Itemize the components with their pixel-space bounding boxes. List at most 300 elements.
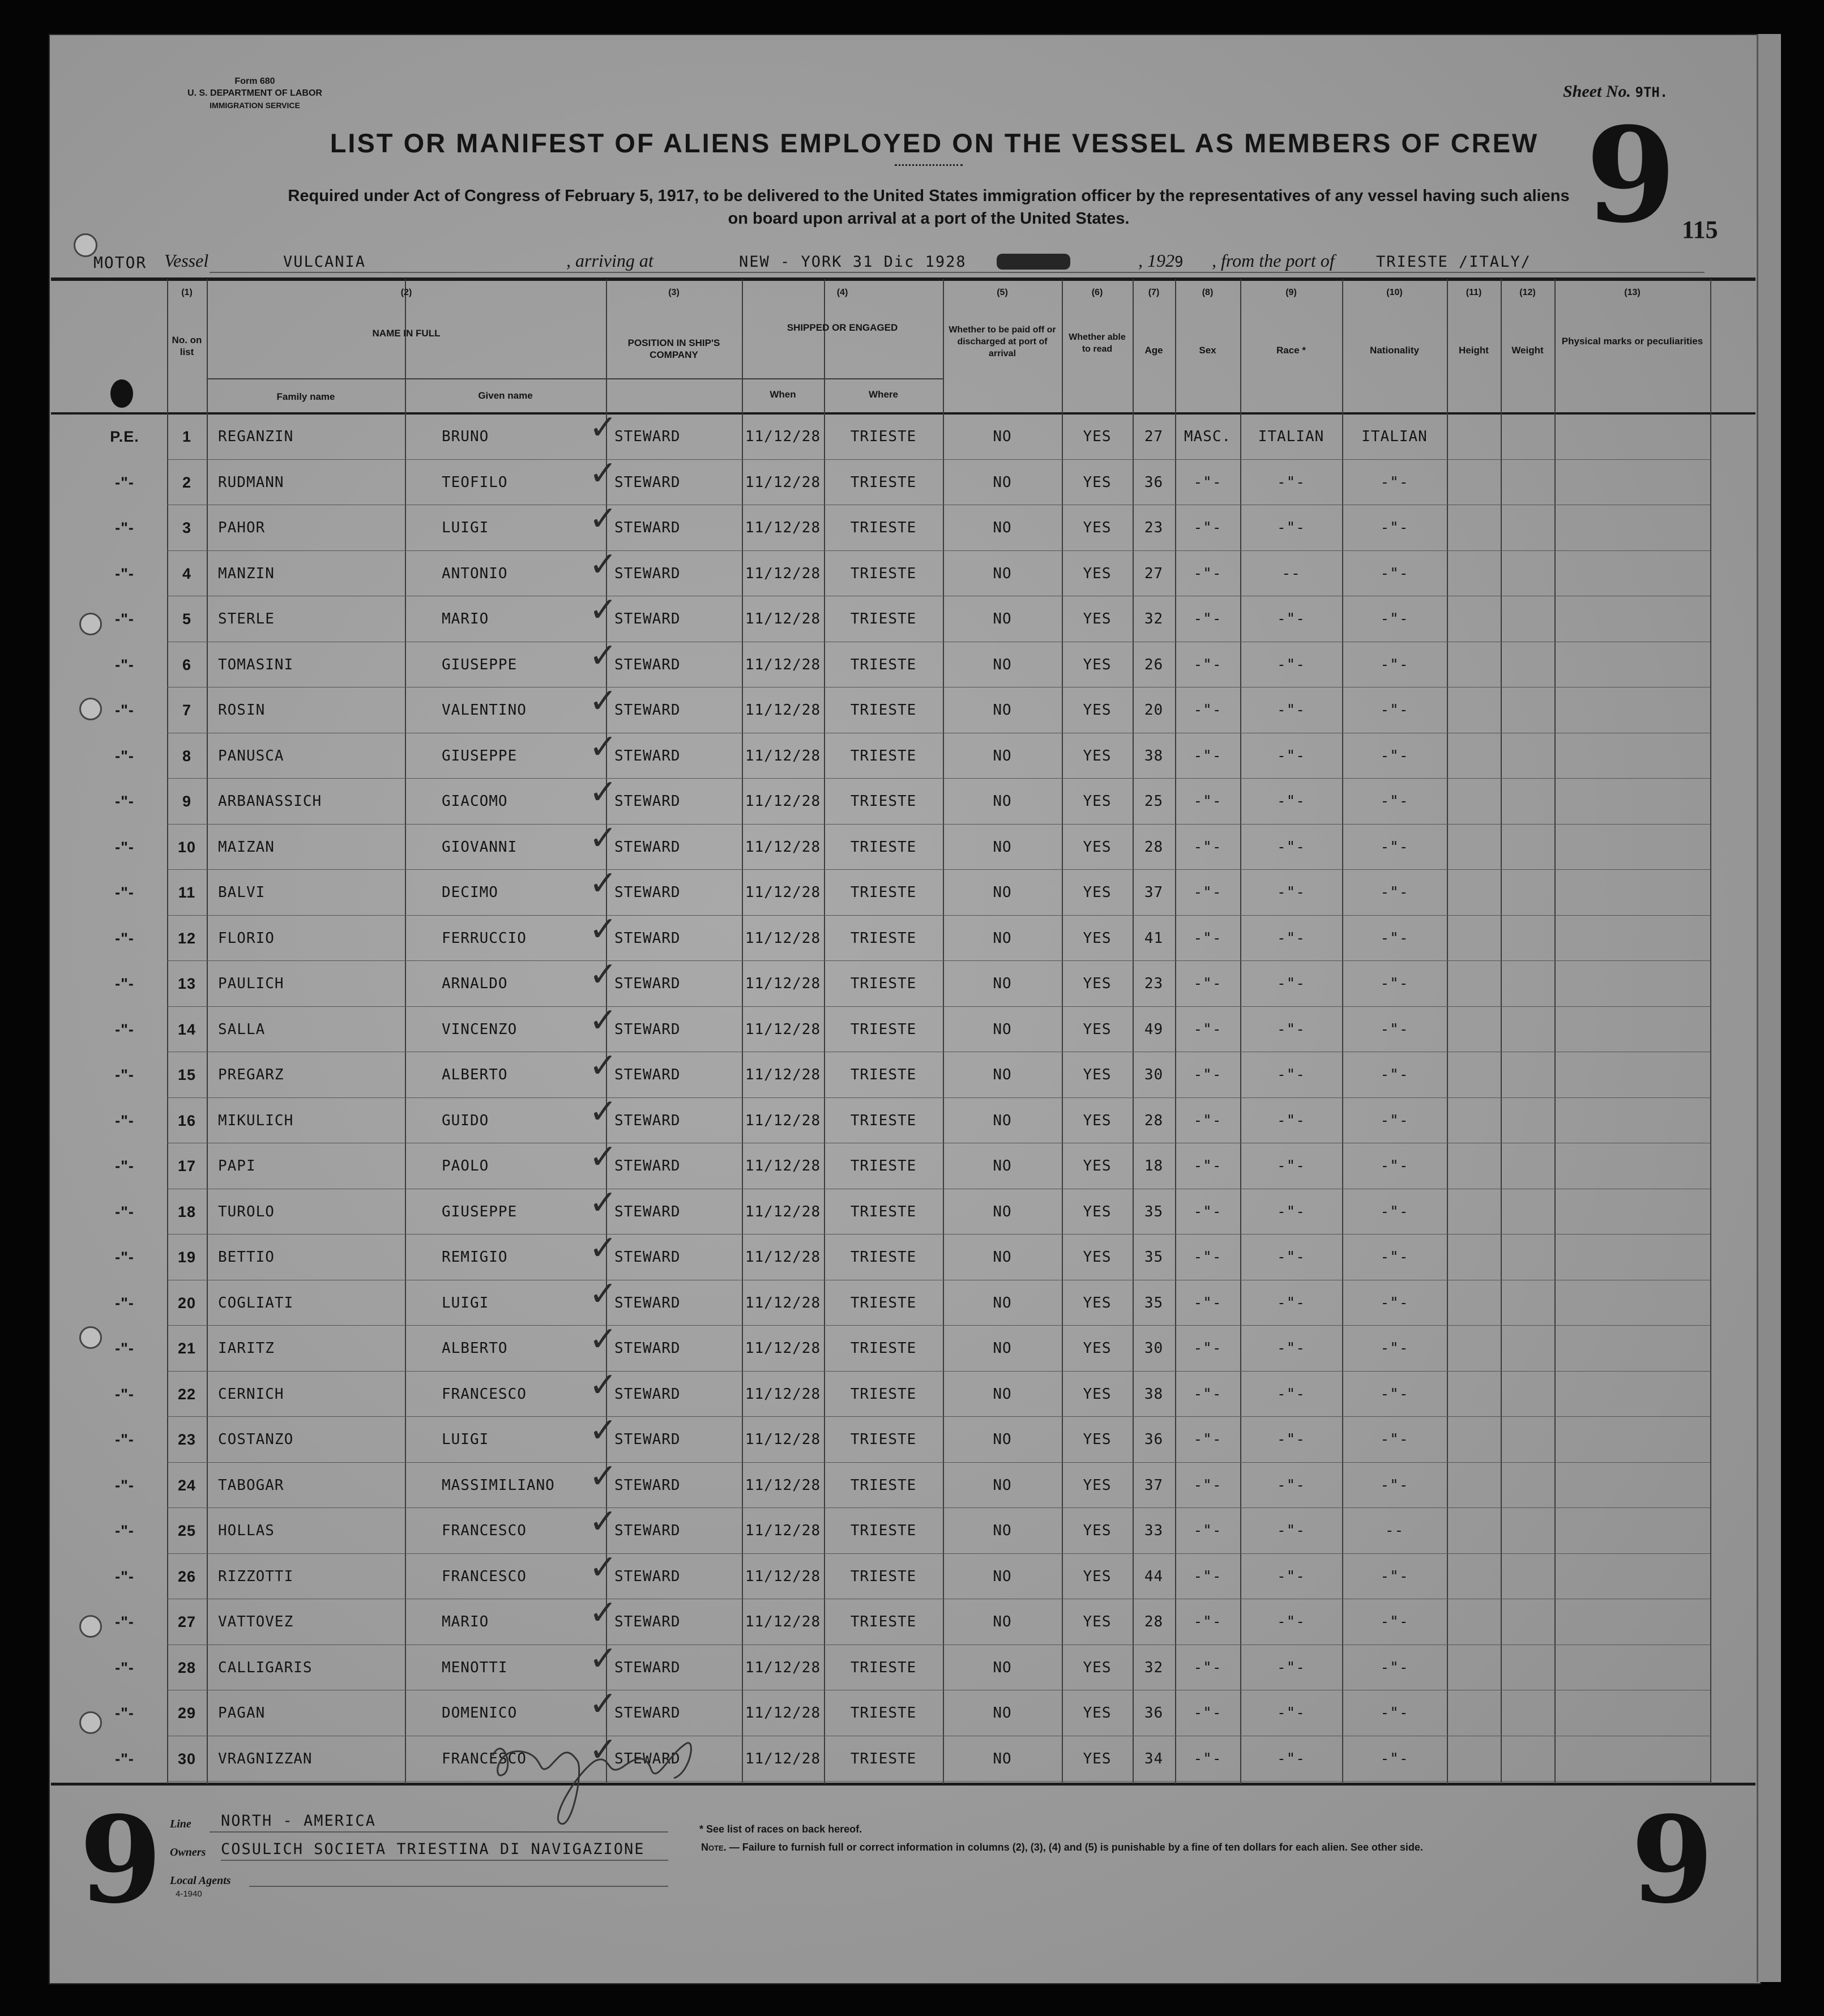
paid-off: NO — [993, 1203, 1012, 1220]
shipped-when: 11/12/28 — [745, 1431, 821, 1448]
position: STEWARD — [614, 884, 681, 901]
header-age: Age — [1144, 345, 1163, 356]
header-bottom-rule — [51, 412, 1755, 415]
given-name: LUIGI — [442, 1431, 489, 1448]
given-name: DOMENICO — [442, 1705, 518, 1722]
age: 32 — [1144, 1659, 1164, 1676]
shipped-where: TRIESTE — [850, 747, 917, 764]
row-rule — [167, 1371, 1710, 1372]
given-name: FRANCESCO — [442, 1750, 527, 1767]
row-rule — [167, 1416, 1710, 1417]
sex: -"- — [1193, 1750, 1222, 1767]
row-mark: -"- — [115, 1705, 134, 1722]
position: STEWARD — [614, 975, 681, 992]
given-name: MASSIMILIANO — [442, 1476, 555, 1494]
able-to-read: YES — [1083, 1249, 1112, 1266]
header-paid-off: Whether to be paid off or discharged at port of arrival — [949, 325, 1056, 358]
given-name: LUIGI — [442, 1294, 489, 1312]
checkmark-icon: ✓ — [589, 544, 618, 584]
nationality: ITALIAN — [1361, 428, 1428, 445]
position: STEWARD — [614, 519, 681, 536]
nationality: -"- — [1380, 1066, 1409, 1083]
nationality: -"- — [1380, 884, 1409, 901]
age: 44 — [1144, 1567, 1164, 1585]
col-num-4: (4) — [836, 288, 848, 297]
paid-off: NO — [993, 1613, 1012, 1630]
race: -"- — [1277, 1066, 1305, 1083]
position: STEWARD — [614, 1158, 681, 1174]
port-label: , from the port of — [1212, 250, 1335, 271]
age: 35 — [1144, 1203, 1164, 1220]
age: 37 — [1144, 884, 1164, 901]
family-name: TABOGAR — [218, 1476, 284, 1494]
position: STEWARD — [614, 793, 681, 810]
shipped-when: 11/12/28 — [745, 838, 821, 856]
row-mark: -"- — [115, 1659, 134, 1676]
race: -"- — [1277, 519, 1305, 536]
row-number: 4 — [182, 565, 192, 582]
checkmark-icon: ✓ — [589, 1319, 618, 1359]
arriving-label: , arriving at — [566, 250, 653, 271]
shipped-where: TRIESTE — [850, 1340, 917, 1357]
checkmark-icon: ✓ — [589, 590, 618, 630]
sex: -"- — [1193, 1112, 1222, 1129]
races-note: * See list of races on back hereof. — [699, 1823, 862, 1835]
paid-off: NO — [993, 565, 1012, 582]
position: STEWARD — [614, 1613, 681, 1630]
shipped-when: 11/12/28 — [745, 610, 821, 627]
row-number: 23 — [177, 1431, 197, 1448]
position: STEWARD — [614, 1203, 681, 1220]
sex: -"- — [1193, 702, 1222, 719]
col-num-1: (1) — [181, 288, 193, 297]
paid-off: NO — [993, 1112, 1012, 1129]
checkmark-icon: ✓ — [589, 635, 618, 676]
family-name: STERLE — [218, 610, 275, 627]
row-rule — [167, 960, 1710, 961]
page-number: 115 — [1682, 216, 1718, 244]
shipped-when: 11/12/28 — [745, 1705, 821, 1722]
row-mark: -"- — [115, 838, 134, 856]
sex: -"- — [1193, 1158, 1222, 1174]
row-number: 8 — [182, 747, 192, 764]
row-number: 17 — [177, 1158, 197, 1174]
year-value: 9 — [1174, 254, 1184, 271]
col-num-3: (3) — [668, 288, 680, 297]
race: -"- — [1277, 610, 1305, 627]
sheet-stamp-number: 9 — [1586, 99, 1677, 252]
shipped-where: TRIESTE — [850, 929, 917, 947]
shipped-where: TRIESTE — [850, 1385, 917, 1403]
header-name-in-full: NAME IN FULL — [372, 328, 441, 339]
checkmark-icon: ✓ — [589, 1228, 618, 1268]
note-text: — Failure to furnish full or correct information in columns (2), (3), (4) and (5) is punishable by a fine of ten dollars for each alien. See other side. — [729, 1842, 1423, 1853]
vessel-label: Vessel — [164, 250, 209, 271]
row-mark: -"- — [115, 975, 134, 992]
given-name: ALBERTO — [442, 1340, 508, 1357]
owners-label: Owners — [170, 1846, 206, 1859]
position: STEWARD — [614, 1249, 681, 1266]
race: -"- — [1277, 975, 1305, 992]
sex: -"- — [1193, 656, 1222, 673]
able-to-read: YES — [1083, 1476, 1112, 1494]
shipped-when: 11/12/28 — [745, 1659, 821, 1676]
given-name: LUIGI — [442, 519, 489, 536]
row-mark: -"- — [115, 473, 134, 491]
nationality: -"- — [1380, 1203, 1409, 1220]
race: -"- — [1277, 1750, 1305, 1767]
shipped-when: 11/12/28 — [745, 1020, 821, 1038]
row-mark: -"- — [115, 1203, 134, 1220]
header-height: Height — [1459, 345, 1489, 356]
family-name: SALLA — [218, 1020, 266, 1038]
nationality: -"- — [1380, 1567, 1409, 1585]
race: -"- — [1277, 1249, 1305, 1266]
sex: -"- — [1193, 1567, 1222, 1585]
note-label: Note. — [701, 1842, 727, 1853]
shipped-when: 11/12/28 — [745, 1294, 821, 1312]
race: -"- — [1277, 1340, 1305, 1357]
able-to-read: YES — [1083, 1294, 1112, 1312]
subtitle-line-2: on board upon arrival at a port of the United States. — [728, 210, 1130, 228]
sex: -"- — [1193, 793, 1222, 810]
paid-off: NO — [993, 793, 1012, 810]
paid-off: NO — [993, 1431, 1012, 1448]
sex: -"- — [1193, 565, 1222, 582]
race: -"- — [1277, 1613, 1305, 1630]
shipped-where: TRIESTE — [850, 702, 917, 719]
row-number: 1 — [182, 428, 192, 445]
nationality: -"- — [1380, 1476, 1409, 1494]
col-num-13: (13) — [1624, 288, 1641, 297]
able-to-read: YES — [1083, 1659, 1112, 1676]
nationality: -"- — [1380, 1020, 1409, 1038]
line-underline — [210, 1831, 668, 1833]
checkmark-icon: ✓ — [589, 1137, 618, 1177]
sex: -"- — [1193, 838, 1222, 856]
race: -"- — [1277, 1385, 1305, 1403]
sex: MASC. — [1184, 428, 1232, 445]
header-able-to-read: Whether able to read — [1069, 332, 1126, 354]
given-name: DECIMO — [442, 884, 498, 901]
paid-off: NO — [993, 1705, 1012, 1722]
given-name: PAOLO — [442, 1158, 489, 1174]
able-to-read: YES — [1083, 610, 1112, 627]
year-label — [1138, 250, 1184, 271]
family-name: TOMASINI — [218, 656, 294, 673]
row-rule — [167, 1462, 1710, 1463]
family-name: COSTANZO — [218, 1431, 294, 1448]
nationality: -"- — [1380, 1294, 1409, 1312]
paid-off: NO — [993, 428, 1012, 445]
given-name: GIUSEPPE — [442, 747, 518, 764]
age: 36 — [1144, 1431, 1164, 1448]
position: STEWARD — [614, 1385, 681, 1403]
paid-off: NO — [993, 1476, 1012, 1494]
row-number: 30 — [177, 1750, 197, 1767]
shipped-when: 11/12/28 — [745, 1613, 821, 1630]
nationality: -"- — [1380, 793, 1409, 810]
nationality: -"- — [1380, 975, 1409, 992]
line-value: NORTH - AMERICA — [221, 1812, 376, 1830]
checkmark-icon: ✓ — [589, 1365, 618, 1405]
row-mark: -"- — [115, 1112, 134, 1129]
col-num-8: (8) — [1202, 288, 1214, 297]
print-code: 4-1940 — [176, 1889, 202, 1899]
service-name: IMMIGRATION SERVICE — [210, 101, 300, 110]
paid-off: NO — [993, 1158, 1012, 1174]
row-rule — [167, 1006, 1710, 1007]
shipped-when: 11/12/28 — [745, 1750, 821, 1767]
able-to-read: YES — [1083, 1567, 1112, 1585]
checkmark-icon: ✓ — [589, 1684, 618, 1724]
page-title: LIST OR MANIFEST OF ALIENS EMPLOYED ON THE VESSEL AS MEMBERS OF CREW — [330, 128, 1539, 158]
paid-off: NO — [993, 1020, 1012, 1038]
nationality: -"- — [1380, 1340, 1409, 1357]
nationality: -"- — [1380, 656, 1409, 673]
able-to-read: YES — [1083, 975, 1112, 992]
table-bottom-rule — [51, 1783, 1755, 1786]
given-name: ANTONIO — [442, 565, 508, 582]
row-mark: -"- — [115, 519, 134, 536]
shipped-where: TRIESTE — [850, 1705, 917, 1722]
row-number: 22 — [177, 1385, 197, 1403]
nationality: -"- — [1380, 1385, 1409, 1403]
shipped-when: 11/12/28 — [745, 1203, 821, 1220]
position: STEWARD — [614, 747, 681, 764]
row-rule — [167, 915, 1710, 916]
family-name: BETTIO — [218, 1249, 275, 1266]
nationality: -"- — [1380, 1613, 1409, 1630]
shipped-when: 11/12/28 — [745, 1476, 821, 1494]
row-mark: -"- — [115, 610, 134, 627]
row-mark: -"- — [115, 1750, 134, 1767]
able-to-read: YES — [1083, 838, 1112, 856]
line-label: Line — [170, 1818, 191, 1830]
position: STEWARD — [614, 1476, 681, 1494]
age: 49 — [1144, 1020, 1164, 1038]
given-name: GIUSEPPE — [442, 656, 518, 673]
sex: -"- — [1193, 610, 1222, 627]
agents-underline — [249, 1886, 668, 1887]
shipped-where: TRIESTE — [850, 473, 917, 491]
checkmark-icon: ✓ — [589, 453, 618, 493]
given-name: TEOFILO — [442, 473, 508, 491]
row-number: 29 — [177, 1705, 197, 1722]
position: STEWARD — [614, 1567, 681, 1585]
given-name: FRANCESCO — [442, 1385, 527, 1403]
shipped-when: 11/12/28 — [745, 702, 821, 719]
sex: -"- — [1193, 1340, 1222, 1357]
row-rule — [167, 1234, 1710, 1235]
position: STEWARD — [614, 1705, 681, 1722]
shipped-when: 11/12/28 — [745, 1249, 821, 1266]
given-name: ARNALDO — [442, 975, 508, 992]
row-number: 12 — [177, 929, 197, 947]
header-when: When — [770, 389, 796, 400]
position: STEWARD — [614, 1431, 681, 1448]
row-mark: -"- — [115, 793, 134, 810]
able-to-read: YES — [1083, 884, 1112, 901]
race: -"- — [1277, 1158, 1305, 1174]
checkmark-icon: ✓ — [589, 1000, 618, 1040]
given-name: MARIO — [442, 610, 489, 627]
nationality: -"- — [1380, 838, 1409, 856]
checkmark-icon: ✓ — [589, 1182, 618, 1223]
row-rule — [167, 1097, 1710, 1098]
sex: -"- — [1193, 1522, 1222, 1539]
race: ITALIAN — [1258, 428, 1325, 445]
sex: -"- — [1193, 1203, 1222, 1220]
position: STEWARD — [614, 1522, 681, 1539]
paid-off: NO — [993, 884, 1012, 901]
position: STEWARD — [614, 1112, 681, 1129]
row-mark: -"- — [115, 1522, 134, 1539]
row-number: 27 — [177, 1613, 197, 1630]
family-name: CALLIGARIS — [218, 1659, 313, 1676]
shipped-where: TRIESTE — [850, 610, 917, 627]
row-mark: -"- — [115, 1066, 134, 1083]
shipped-when: 11/12/28 — [745, 975, 821, 992]
shipped-where: TRIESTE — [850, 428, 917, 445]
age: 38 — [1144, 747, 1164, 764]
row-number: 14 — [177, 1020, 197, 1038]
checkmark-icon: ✓ — [589, 772, 618, 812]
given-name: GIACOMO — [442, 793, 508, 810]
row-rule — [167, 1781, 1710, 1782]
checkmark-icon: ✓ — [589, 1046, 618, 1086]
footer-stamp-left: 9 — [79, 1790, 163, 1930]
race: -"- — [1277, 1522, 1305, 1539]
sex: -"- — [1193, 975, 1222, 992]
shipped-where: TRIESTE — [850, 1431, 917, 1448]
row-number: 16 — [177, 1112, 197, 1129]
nationality: -"- — [1380, 565, 1409, 582]
col-num-5: (5) — [997, 288, 1008, 297]
paid-off: NO — [993, 1066, 1012, 1083]
sex: -"- — [1193, 747, 1222, 764]
row-mark: -"- — [115, 656, 134, 673]
header-no-on-list: No. on list — [172, 335, 202, 357]
race: -"- — [1277, 1431, 1305, 1448]
checkmark-icon: ✓ — [589, 818, 618, 858]
sex: -"- — [1193, 1249, 1222, 1266]
age: 35 — [1144, 1249, 1164, 1266]
checkmark-icon: ✓ — [589, 864, 618, 903]
age: 37 — [1144, 1476, 1164, 1494]
row-mark: -"- — [115, 1158, 134, 1174]
row-mark: -"- — [115, 1613, 134, 1630]
row-mark: -"- — [115, 1476, 134, 1494]
vessel-prefix: MOTOR — [93, 253, 147, 272]
paid-off: NO — [993, 929, 1012, 947]
nationality: -"- — [1380, 610, 1409, 627]
binder-hole-icon — [110, 379, 133, 408]
col-num-6: (6) — [1091, 288, 1103, 297]
checkmark-icon: ✓ — [589, 1638, 618, 1678]
row-rule — [167, 778, 1710, 779]
handwritten-signature — [481, 1722, 736, 1840]
able-to-read: YES — [1083, 1158, 1112, 1174]
paid-off: NO — [993, 1567, 1012, 1585]
age: 38 — [1144, 1385, 1164, 1403]
given-name: VINCENZO — [442, 1020, 518, 1038]
family-name: PAHOR — [218, 519, 266, 536]
header-position: POSITION IN SHIP'S COMPANY — [627, 338, 720, 360]
shipped-where: TRIESTE — [850, 1613, 917, 1630]
family-name: CERNICH — [218, 1385, 284, 1403]
position: STEWARD — [614, 929, 681, 947]
header-weight: Weight — [1511, 345, 1544, 356]
shipped-when: 11/12/28 — [745, 929, 821, 947]
able-to-read: YES — [1083, 1385, 1112, 1403]
age: 28 — [1144, 838, 1164, 856]
agents-label: Local Agents — [170, 1874, 231, 1887]
able-to-read: YES — [1083, 519, 1112, 536]
row-mark: -"- — [115, 1431, 134, 1448]
header-nationality: Nationality — [1370, 345, 1419, 356]
given-name: MARIO — [442, 1613, 489, 1630]
race: -"- — [1277, 838, 1305, 856]
race: -"- — [1277, 1294, 1305, 1312]
paid-off: NO — [993, 473, 1012, 491]
paid-off: NO — [993, 1750, 1012, 1767]
given-name: GIUSEPPE — [442, 1203, 518, 1220]
shipped-when: 11/12/28 — [745, 1158, 821, 1174]
row-number: 25 — [177, 1522, 197, 1539]
checkmark-icon: ✓ — [589, 1456, 618, 1496]
age: 27 — [1144, 565, 1164, 582]
checkmark-icon: ✓ — [589, 727, 618, 767]
row-rule — [167, 1325, 1710, 1326]
paid-off: NO — [993, 519, 1012, 536]
row-number: 26 — [177, 1567, 197, 1585]
shipped-where: TRIESTE — [850, 1112, 917, 1129]
able-to-read: YES — [1083, 793, 1112, 810]
header-race: Race * — [1276, 345, 1306, 356]
row-rule — [167, 1507, 1710, 1508]
family-name: COGLIATI — [218, 1294, 294, 1312]
sheet-number-label — [1563, 82, 1668, 101]
row-mark: -"- — [115, 1020, 134, 1038]
given-name: BRUNO — [442, 428, 489, 445]
checkmark-icon: ✓ — [589, 1593, 618, 1633]
shipped-when: 11/12/28 — [745, 519, 821, 536]
row-mark: -"- — [115, 1294, 134, 1312]
race: -"- — [1277, 1112, 1305, 1129]
header-physical-marks: Physical marks or peculiarities — [1561, 336, 1703, 347]
shipped-when: 11/12/28 — [745, 1066, 821, 1083]
shipped-where: TRIESTE — [850, 1522, 917, 1539]
able-to-read: YES — [1083, 1066, 1112, 1083]
family-name: PREGARZ — [218, 1066, 284, 1083]
shipped-where: TRIESTE — [850, 1249, 917, 1266]
able-to-read: YES — [1083, 656, 1112, 673]
given-name: FRANCESCO — [442, 1522, 527, 1539]
nationality: -"- — [1380, 1249, 1409, 1266]
sex: -"- — [1193, 929, 1222, 947]
family-name: RUDMANN — [218, 473, 284, 491]
position: STEWARD — [614, 702, 681, 719]
shipped-when: 11/12/28 — [745, 793, 821, 810]
checkmark-icon: ✓ — [589, 1091, 618, 1131]
paid-off: NO — [993, 838, 1012, 856]
family-name: REGANZIN — [218, 428, 294, 445]
race: -"- — [1277, 702, 1305, 719]
header-shipped-engaged: SHIPPED OR ENGAGED — [787, 322, 898, 333]
shipped-where: TRIESTE — [850, 1066, 917, 1083]
age: 28 — [1144, 1112, 1164, 1129]
